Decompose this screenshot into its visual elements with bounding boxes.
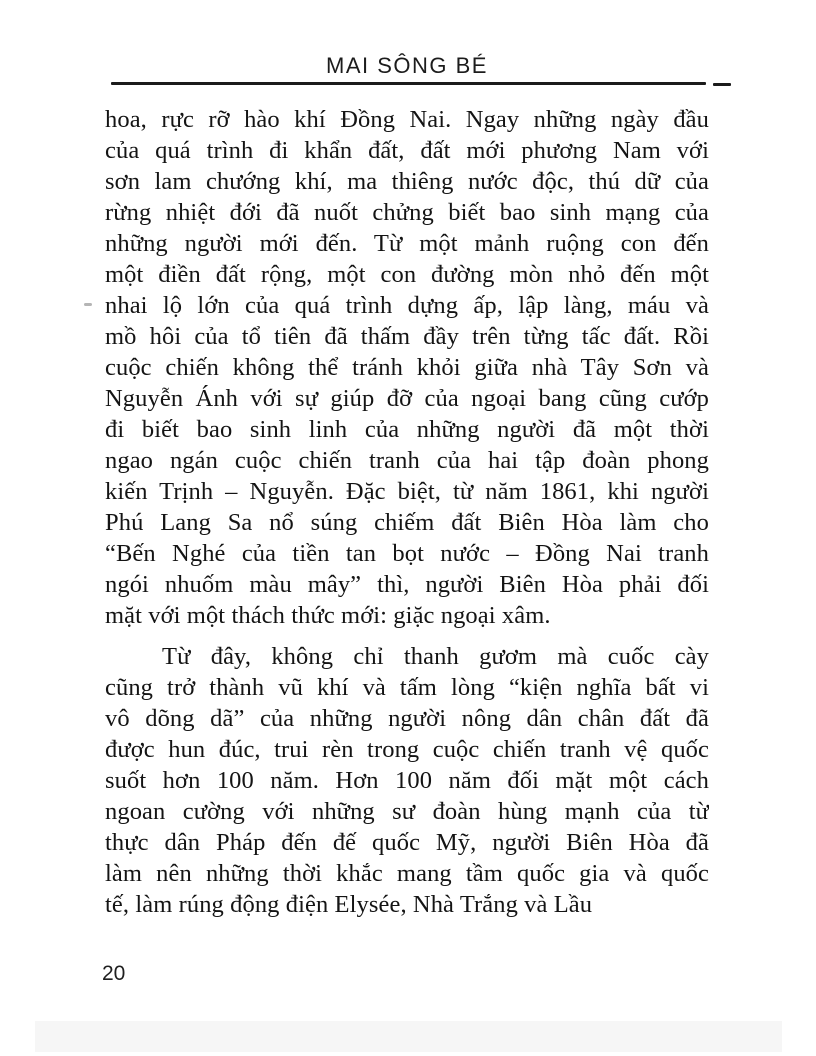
- text-line: mặt với một thách thức mới: giặc ngoại xâm.: [105, 602, 551, 629]
- text-line: ngao ngán cuộc chiến tranh của hai tập đoàn phong: [105, 447, 709, 474]
- text-line: hoa, rực rỡ hào khí Đồng Nai. Ngay những ngày đầu: [105, 106, 709, 133]
- text-line: một điền đất rộng, một con đường mòn nhỏ đến một: [105, 261, 709, 288]
- page-body: [105, 104, 709, 920]
- text-line: “Bến Nghé của tiền tan bọt nước – Đồng Nai tranh: [105, 540, 709, 567]
- text-line: kiến Trịnh – Nguyễn. Đặc biệt, từ năm 1861, khi người: [105, 478, 709, 505]
- text-line: được hun đúc, trui rèn trong cuộc chiến tranh vệ quốc: [105, 736, 709, 763]
- header-rule: [111, 82, 706, 85]
- header-rule-dash: [713, 83, 731, 86]
- text-line: vô dõng dã” của những người nông dân chân đất đã: [105, 705, 709, 732]
- text-line: những người mới đến. Từ một mảnh ruộng con đến: [105, 230, 709, 257]
- text-line: Nguyễn Ánh với sự giúp đỡ của ngoại bang cũng cướp: [105, 385, 709, 412]
- page-number: 20: [102, 962, 126, 985]
- text-line: mồ hôi của tổ tiên đã thấm đầy trên từng tấc đất. Rồi: [105, 323, 709, 350]
- text-line: làm nên những thời khắc mang tầm quốc gia và quốc: [105, 860, 709, 887]
- scan-shadow-band: [35, 1021, 782, 1052]
- paragraph-1: [105, 104, 709, 631]
- paragraph-2: [105, 641, 709, 920]
- text-line: Từ đây, không chỉ thanh gươm mà cuốc cày: [162, 643, 709, 670]
- text-line: của quá trình đi khẩn đất, đất mới phương Nam với: [105, 137, 709, 164]
- text-line: cũng trở thành vũ khí và tấm lòng “kiện nghĩa bất vi: [105, 674, 709, 701]
- text-line: sơn lam chướng khí, ma thiêng nước độc, thú dữ của: [105, 168, 709, 195]
- text-line: thực dân Pháp đến đế quốc Mỹ, người Biên Hòa đã: [105, 829, 709, 856]
- text-line: ngói nhuốm màu mây” thì, người Biên Hòa phải đối: [105, 571, 709, 598]
- text-line: rừng nhiệt đới đã nuốt chửng biết bao sinh mạng của: [105, 199, 709, 226]
- running-header-title: MAI SÔNG BÉ: [326, 53, 488, 78]
- text-line: cuộc chiến không thể tránh khỏi giữa nhà Tây Sơn và: [105, 354, 709, 381]
- text-line: ngoan cường với những sư đoàn hùng mạnh của từ: [105, 798, 709, 825]
- text-line: nhai lộ lớn của quá trình dựng ấp, lập làng, máu và: [105, 292, 709, 319]
- stray-scan-mark: [84, 303, 92, 306]
- text-line: tế, làm rúng động điện Elysée, Nhà Trắng và Lầu: [105, 891, 593, 918]
- text-line: Phú Lang Sa nổ súng chiếm đất Biên Hòa làm cho: [105, 509, 709, 536]
- text-line: suốt hơn 100 năm. Hơn 100 năm đối mặt một cách: [105, 767, 709, 794]
- text-line: đi biết bao sinh linh của những người đã một thời: [105, 416, 709, 443]
